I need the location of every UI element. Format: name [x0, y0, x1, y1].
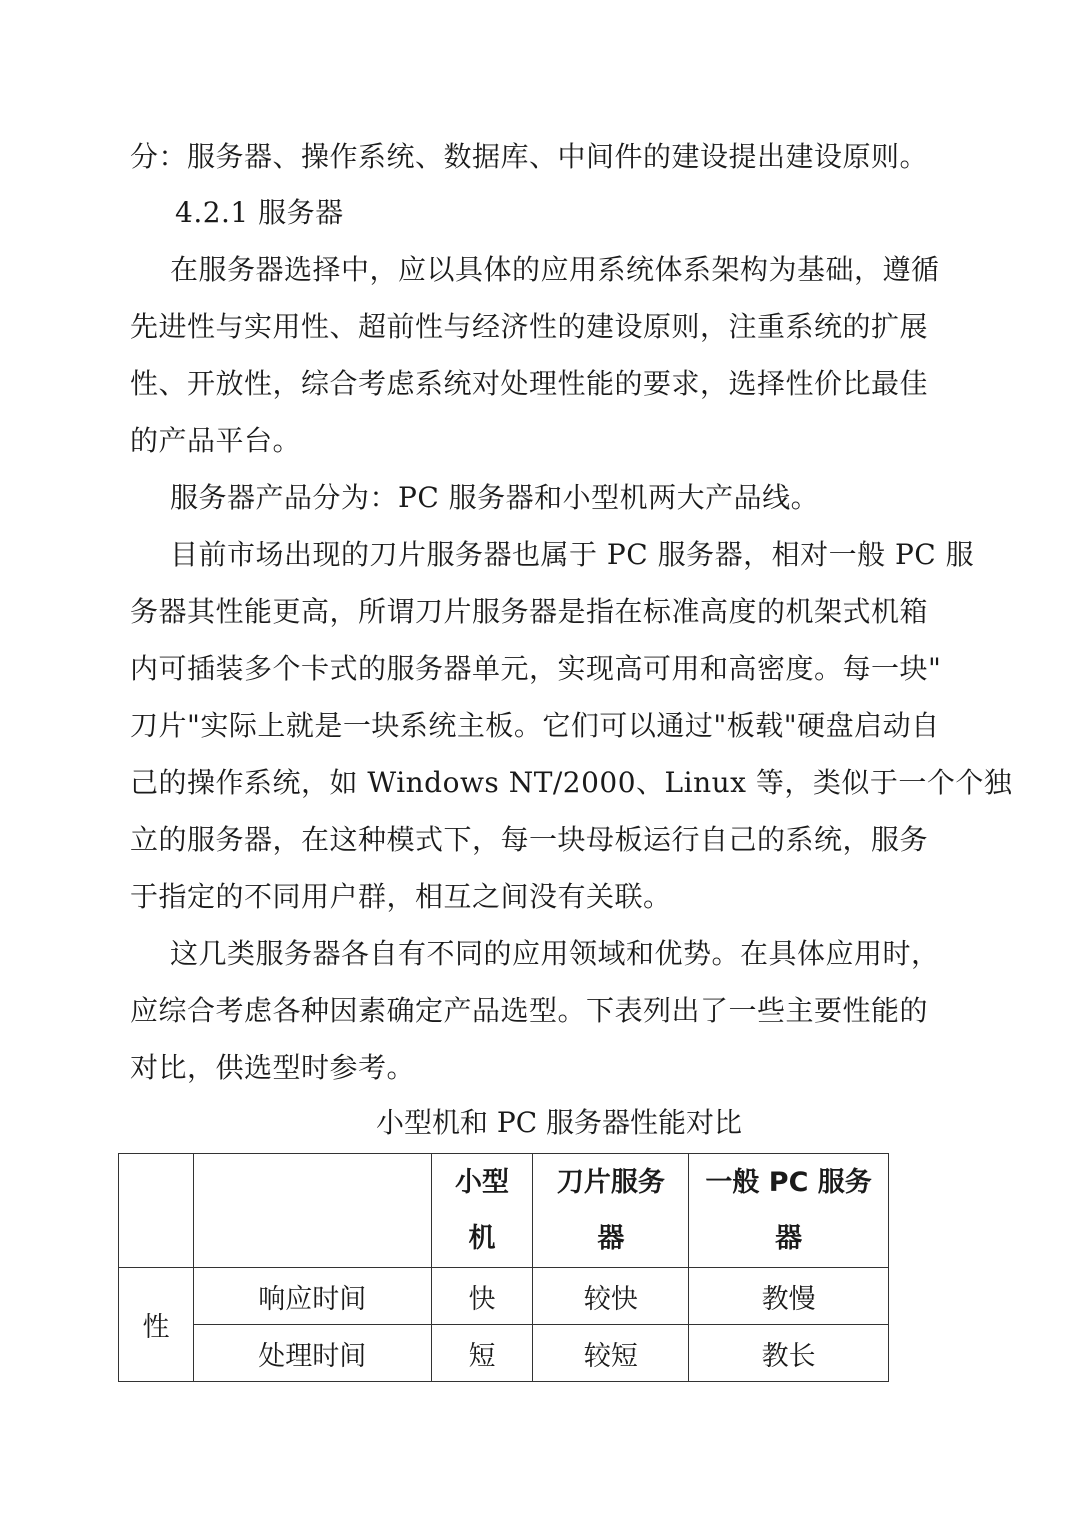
metric-cell: 处理时间 — [193, 1325, 431, 1382]
header-text: 小型 — [455, 1166, 510, 1198]
header-cell-empty — [119, 1154, 194, 1268]
section-heading: 4.2.1 服务器 — [175, 196, 344, 229]
paragraph-line: 的产品平台。 — [130, 424, 302, 457]
paragraph-line: 性、开放性，综合考虑系统对处理性能的要求，选择性价比最佳 — [130, 367, 929, 400]
header-cell-empty — [193, 1154, 431, 1268]
paragraph-line: 应综合考虑各种因素确定产品选型。下表列出了一些主要性能的 — [130, 994, 929, 1027]
paragraph-line: 服务器产品分为：PC 服务器和小型机两大产品线。 — [170, 481, 820, 514]
paragraph-line: 这几类服务器各自有不同的应用领域和优势。在具体应用时， — [170, 937, 940, 970]
metric-cell: 响应时间 — [193, 1268, 431, 1325]
paragraph-line: 于指定的不同用户群，相互之间没有关联。 — [130, 880, 672, 913]
header-cell-pc-server — [689, 1154, 889, 1268]
table-header-row — [119, 1154, 889, 1268]
paragraph-line: 对比，供选型时参考。 — [130, 1051, 416, 1084]
header-text: 器 — [775, 1222, 803, 1254]
paragraph-line: 刀片"实际上就是一块系统主板。它们可以通过"板载"硬盘启动自 — [130, 709, 940, 742]
header-cell-blade-server — [533, 1154, 689, 1268]
paragraph-line: 在服务器选择中，应以具体的应用系统体系架构为基础，遵循 — [170, 253, 940, 286]
table-row — [119, 1268, 889, 1325]
paragraph-line: 立的服务器，在这种模式下，每一块母板运行自己的系统，服务 — [130, 823, 929, 856]
header-text: 刀片服务 — [556, 1166, 665, 1198]
header-cell-minicomputer — [431, 1154, 533, 1268]
paragraph-line: 内可插装多个卡式的服务器单元，实现高可用和高密度。每一块" — [130, 652, 942, 685]
pc-value: 教长 — [689, 1325, 889, 1382]
comparison-table — [118, 1153, 889, 1382]
paragraph-line: 务器其性能更高，所谓刀片服务器是指在标准高度的机架式机箱 — [130, 595, 929, 628]
paragraph-line: 分：服务器、操作系统、数据库、中间件的建设提出建设原则。 — [130, 140, 929, 173]
minicomputer-value: 短 — [431, 1325, 533, 1382]
table-caption: 小型机和 PC 服务器性能对比 — [375, 1106, 743, 1139]
blade-value: 较快 — [533, 1268, 689, 1325]
paragraph-line: 目前市场出现的刀片服务器也属于 PC 服务器，相对一般 PC 服 — [170, 538, 975, 571]
paragraph-line: 先进性与实用性、超前性与经济性的建设原则，注重系统的扩展 — [130, 310, 929, 343]
paragraph-line: 己的操作系统，如 Windows NT/2000、Linux 等，类似于一个个独 — [130, 766, 1013, 799]
header-text: 机 — [468, 1222, 496, 1254]
blade-value: 较短 — [533, 1325, 689, 1382]
header-text: 一般 PC 服务 — [705, 1166, 872, 1198]
header-text: 器 — [597, 1222, 625, 1254]
table-row — [119, 1325, 889, 1382]
group-label-cell: 性 — [119, 1268, 194, 1382]
pc-value: 教慢 — [689, 1268, 889, 1325]
minicomputer-value: 快 — [431, 1268, 533, 1325]
